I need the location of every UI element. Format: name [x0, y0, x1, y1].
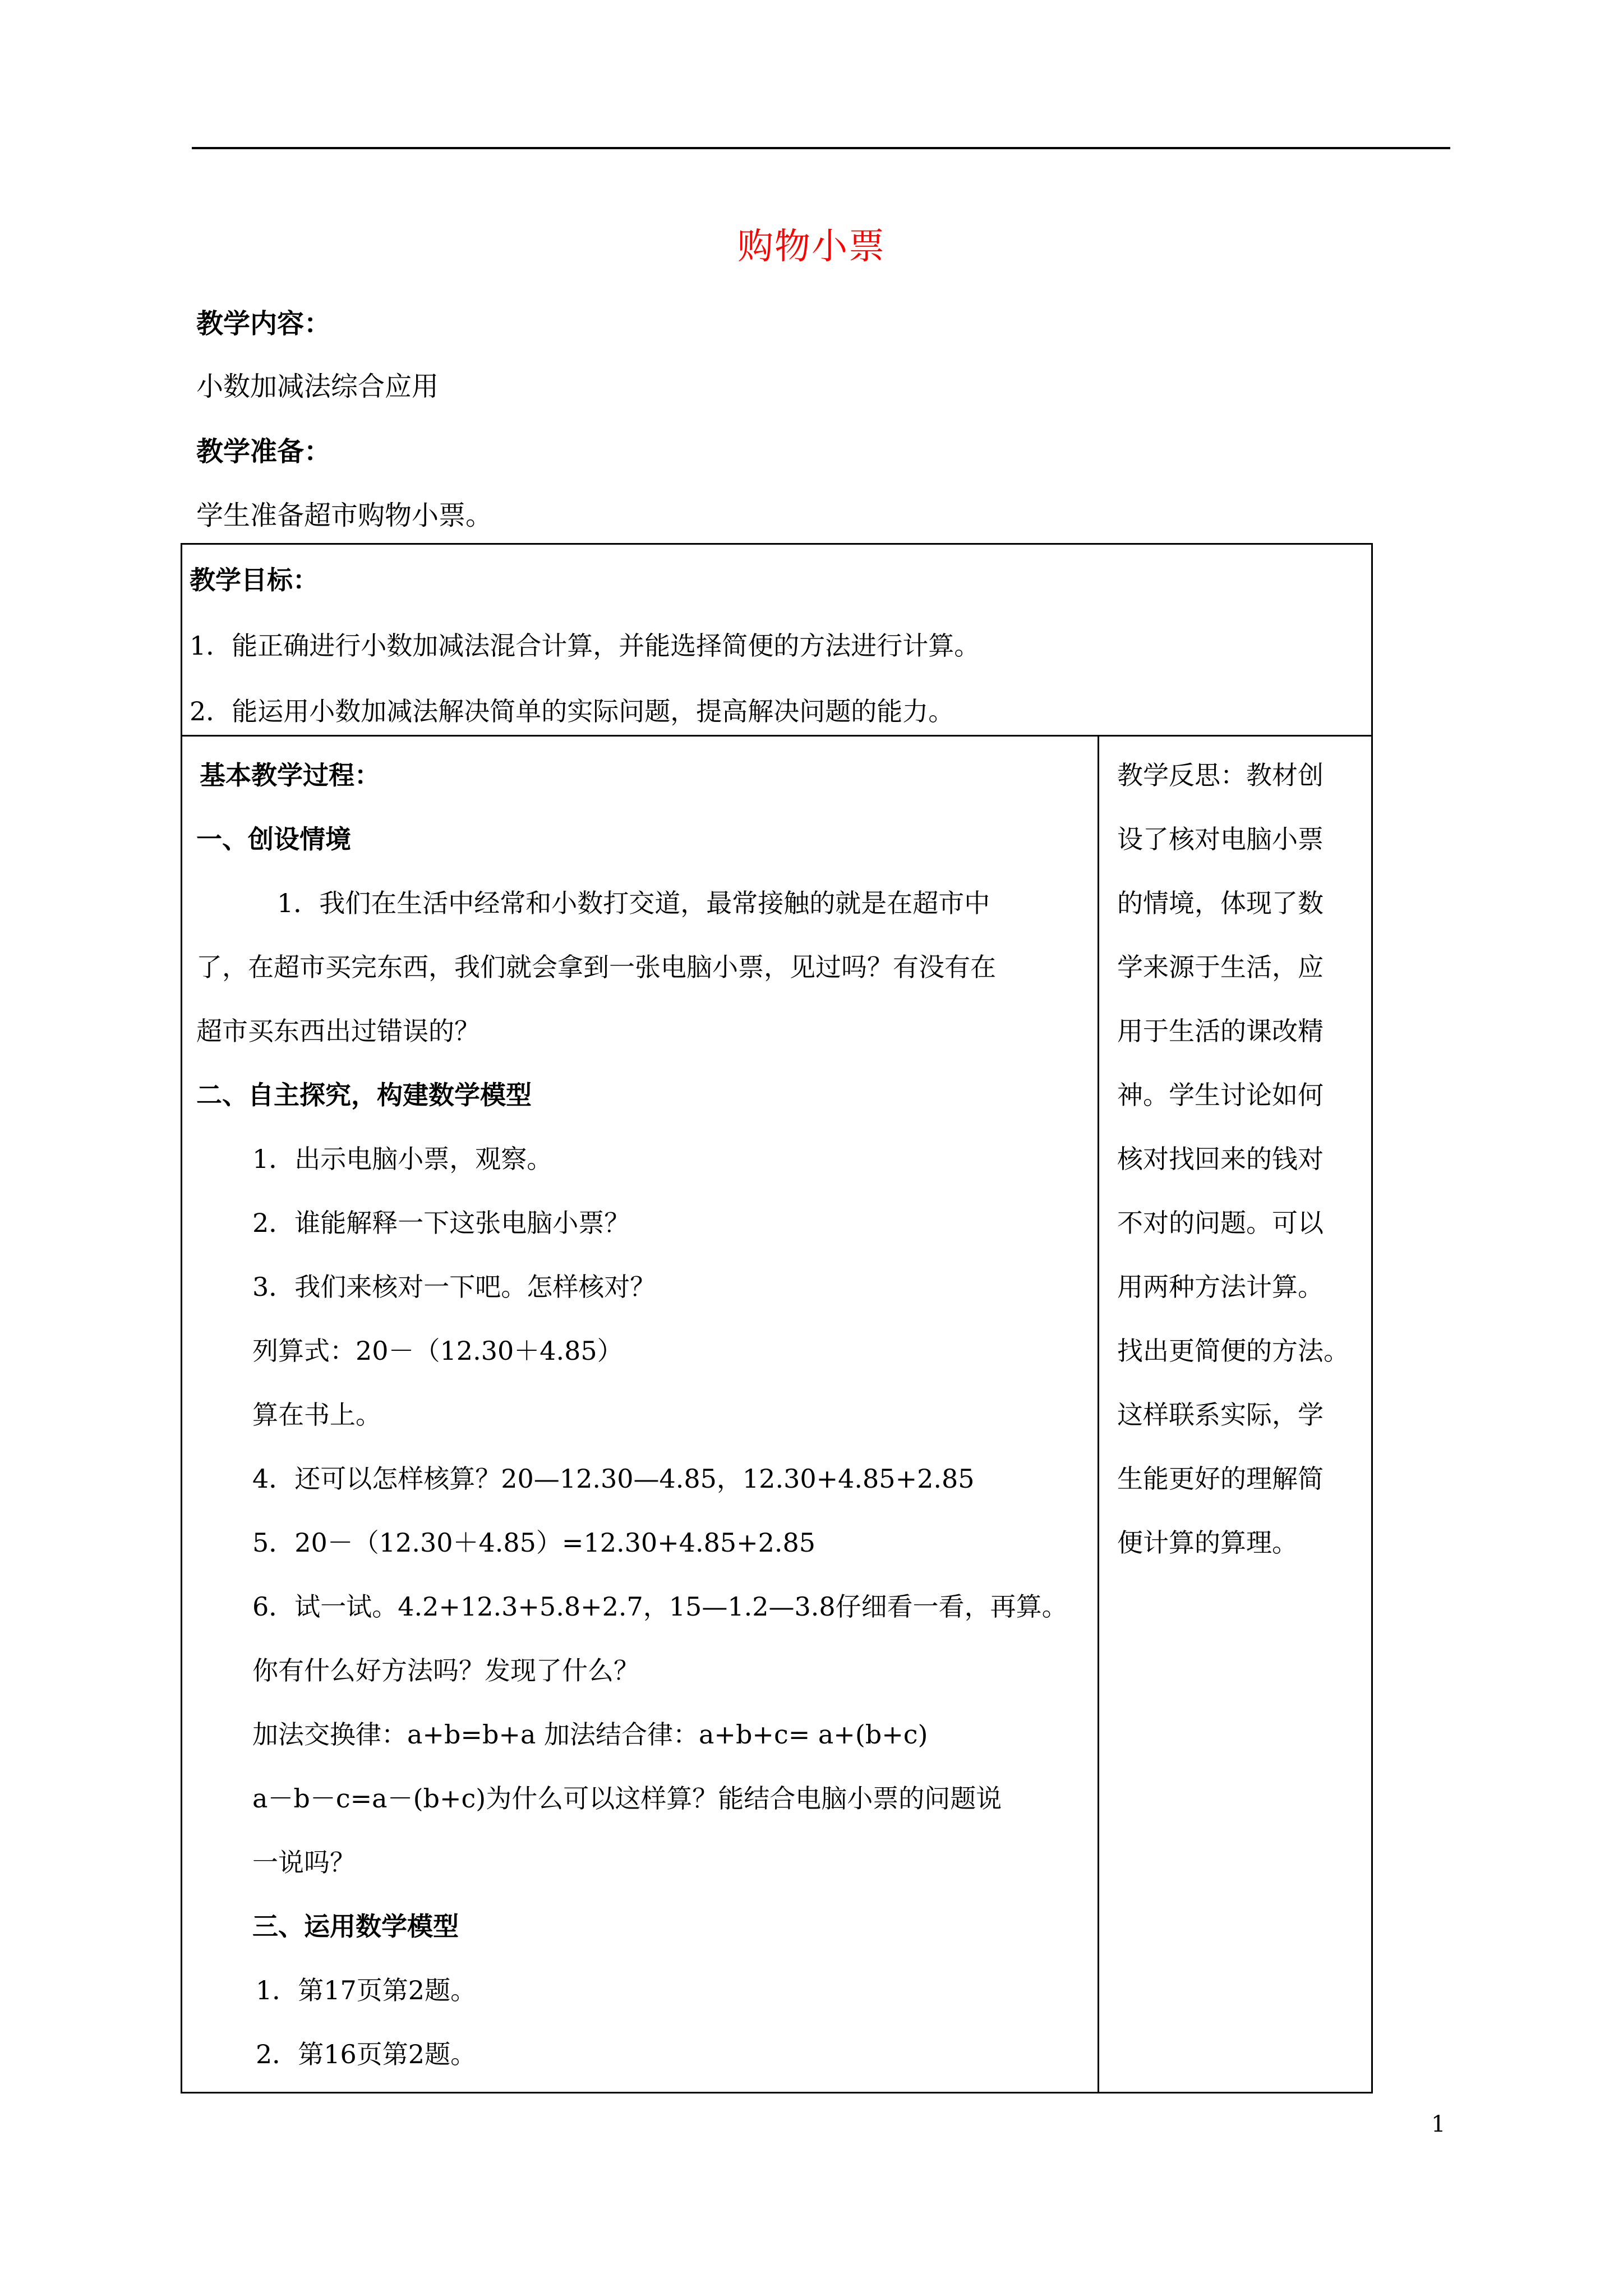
- list-item: 1．出示电脑小票，观察。: [252, 1144, 553, 1174]
- paragraph-line: 了，在超市买完东西，我们就会拿到一张电脑小票，见过吗？有没有在: [196, 952, 996, 982]
- list-item: 4．还可以怎样核算？20—12.30—4.85，12.30+4.85+2.85: [252, 1464, 975, 1494]
- list-item: 一说吗？: [252, 1847, 356, 1878]
- list-item: 2．第16页第2题。: [256, 2039, 477, 2069]
- reflection-line: 用两种方法计算。: [1117, 1272, 1324, 1302]
- header-rule: [192, 147, 1450, 149]
- reflection-line: 核对找回来的钱对: [1117, 1144, 1324, 1174]
- section-heading: 一、创设情境: [196, 824, 351, 854]
- page-number: 1: [1431, 2111, 1446, 2137]
- list-item: 算在书上。: [252, 1400, 381, 1430]
- content-label: 教学内容：: [196, 308, 331, 339]
- reflection-line: 神。学生讨论如何: [1117, 1080, 1324, 1110]
- list-item: 2．谁能解释一下这张电脑小票？: [252, 1208, 630, 1238]
- reflection-line: 用于生活的课改精: [1117, 1016, 1324, 1046]
- paragraph-line: 1．我们在生活中经常和小数打交道，最常接触的就是在超市中: [277, 888, 990, 918]
- document-title: 购物小票: [737, 226, 886, 268]
- process-label: 基本教学过程：: [200, 760, 380, 790]
- section-heading: 二、自主探究，构建数学模型: [196, 1080, 532, 1110]
- reflection-line: 学来源于生活，应: [1117, 952, 1324, 982]
- list-item: 加法交换律：a+b=b+a 加法结合律：a+b+c= a+(b+c): [252, 1719, 928, 1750]
- reflection-line: 的情境，体现了数: [1117, 888, 1324, 918]
- paragraph-line: 超市买东西出过错误的？: [196, 1016, 480, 1046]
- list-item: 列算式：20－（12.30＋4.85）: [252, 1336, 623, 1366]
- reflection-line: 生能更好的理解简: [1117, 1464, 1324, 1494]
- reflection-line: 设了核对电脑小票: [1117, 824, 1324, 854]
- list-item: 3．我们来核对一下吧。怎样核对？: [252, 1272, 656, 1302]
- reflection-line: 教学反思：教材创: [1117, 760, 1324, 790]
- reflection-line: 便计算的算理。: [1117, 1527, 1298, 1558]
- reflection-line: 这样联系实际，学: [1117, 1400, 1324, 1430]
- column-divider: [1098, 735, 1099, 2092]
- list-item: 5．20－（12.30＋4.85）=12.30+4.85+2.85: [252, 1527, 816, 1558]
- prep-text: 学生准备超市购物小票。: [196, 500, 493, 531]
- prep-label: 教学准备：: [196, 436, 331, 467]
- goal-item: 2．能运用小数加减法解决简单的实际问题，提高解决问题的能力。: [190, 696, 955, 726]
- reflection-line: 不对的问题。可以: [1117, 1208, 1324, 1238]
- content-text: 小数加减法综合应用: [196, 371, 439, 402]
- list-item: a－b－c=a－(b+c)为什么可以这样算？能结合电脑小票的问题说: [252, 1783, 1002, 1814]
- list-item: 1．第17页第2题。: [256, 1975, 477, 2005]
- goal-item: 1．能正确进行小数加减法混合计算，并能选择简便的方法进行计算。: [190, 631, 980, 661]
- reflection-line: 找出更简便的方法。: [1117, 1336, 1349, 1366]
- goals-label: 教学目标：: [190, 565, 319, 595]
- list-item: 你有什么好方法吗？发现了什么？: [252, 1655, 639, 1686]
- section-heading: 三、运用数学模型: [252, 1911, 459, 1941]
- list-item: 6．试一试。4.2+12.3+5.8+2.7，15—1.2—3.8仔细看一看，再算。: [252, 1591, 1068, 1622]
